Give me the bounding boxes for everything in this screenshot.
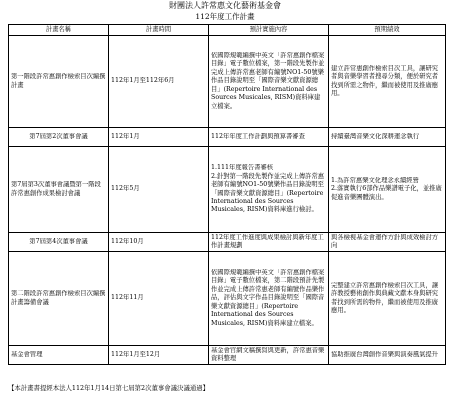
table-row: [9, 36, 446, 128]
plan-time-cell: [109, 128, 209, 147]
plan-content-cell: [209, 147, 329, 233]
plan-time-cell: [109, 147, 209, 233]
plan-name: 基金會管理: [11, 350, 43, 358]
plan-time: 112年1月: [111, 132, 140, 140]
plan-name-cell: [9, 128, 109, 147]
plan-content: 1.111年度報告書審核 2.針對第一階段先製作並完成上傳許常惠老師有編號NO1-50號樂作品目錄說明至「國際音樂文獻資源總目」(Repertoire International des Sources Musicales, RISM)資料庫進行檢討。: [211, 164, 325, 214]
plan-outcome: 完整建立許常惠創作檢索目次工具，讓許教授藝術創作與典藏文獻本身與研究者找到所需的物件，繼而被使用及推廣應用。: [331, 281, 439, 314]
header-plan-time: 計畫時間: [109, 25, 209, 36]
plan-outcome-cell: [329, 36, 446, 128]
table-row: [9, 346, 446, 365]
plan-content: 112年年度工作計劃與預算書審查: [211, 132, 305, 140]
plan-name-cell: [9, 252, 109, 346]
plan-time-cell: [109, 252, 209, 346]
plan-subtitle: 112年度工作計畫: [195, 12, 255, 21]
plan-name: 第7屆第4次董事會議: [29, 237, 88, 245]
plan-name-cell: [9, 36, 109, 128]
plan-outcome-cell: [329, 346, 446, 365]
plan-name: 第7屆第3次董事會議暨第一階段許常惠創作成果檢討會議: [11, 181, 101, 197]
plan-outcome: 建立許常惠創作檢索目次工具，讓研究者與音樂學習者搜尋分類，便於研究者找到所需之物件，繼而被使用及推廣應用。: [331, 64, 439, 97]
plan-time-cell: [109, 36, 209, 128]
plan-content: 依國際規範編撰中英文「許常惠創作檔案目錄」電子數位檔案，第二階段預計先製作並完成上傳許常惠老師有編號作品樂作品，評估與文字作品目錄說明至「國際音樂文獻資源總目」(Repertoire International des Sources Musicales, RISM)資料庫建立檔案。: [211, 269, 325, 327]
table-header-row: [9, 25, 446, 36]
plan-time: 112年1月至12月: [111, 350, 161, 358]
plan-name: 第7屆第2次董事會議: [29, 132, 88, 140]
approval-footnote: 【本計畫書提經本法人112年1月14日第七屆第2次董事會議決議通過】: [8, 384, 210, 392]
header-plan-name: 計畫名稱: [9, 25, 109, 36]
plan-time: 112年5月: [111, 185, 140, 193]
plan-content-cell: [209, 346, 329, 365]
header-expected-outcome: 預期績效: [329, 25, 446, 36]
plan-content: 依國際規範編撰中英文「許常惠創作檔案目錄」電子數位檔案，第一階段先製作並完成上傳許常惠老師有編號NO1-50號樂作品目錄說明至「國際音樂文獻資源總目」(Repertoire International des Sources Musicales, RISM)資料庫建立檔案。: [211, 52, 325, 110]
plan-content: 基金會官網文稿撰寫與更新，許常惠音樂資料整理: [211, 346, 325, 362]
work-plan-table: [8, 24, 446, 365]
plan-time-cell: [109, 233, 209, 252]
plan-content-cell: [209, 233, 329, 252]
plan-time: 112年1月至112年6月: [111, 77, 175, 85]
plan-name-cell: [9, 233, 109, 252]
plan-content-cell: [209, 36, 329, 128]
plan-time: 112年11月: [111, 294, 144, 302]
plan-name-cell: [9, 346, 109, 365]
plan-name: 第二階段許常惠創作檢索目次編撰計畫籌備會議: [11, 290, 106, 306]
plan-outcome-cell: [329, 233, 446, 252]
plan-outcome: 協助推廣台灣創作音樂與演奏風氣提升: [331, 350, 439, 358]
plan-outcome: 持續臺灣音樂文化深耕運念執行: [331, 132, 420, 140]
header-planned-content: 預計實施內容: [209, 25, 329, 36]
plan-content-cell: [209, 252, 329, 346]
foundation-title: 財團法人許常惠文化藝術基金會: [169, 1, 281, 10]
plan-content-cell: [209, 128, 329, 147]
plan-time-cell: [109, 346, 209, 365]
table-row: [9, 233, 446, 252]
plan-outcome: 1.為許常惠樂文化理念永續經營 2.落實執行6部作品樂譜電子化，並推廣促進音樂團體演出。: [331, 176, 442, 201]
table-row: [9, 147, 446, 233]
plan-outcome-cell: [329, 128, 446, 147]
plan-outcome-cell: [329, 147, 446, 233]
plan-name-cell: [9, 147, 109, 233]
plan-outcome: 與各檢視基金會運作方針與成效檢討方向: [331, 233, 439, 249]
plan-outcome-cell: [329, 252, 446, 346]
plan-name: 第一階段許常惠創作檢索目次編撰計畫: [11, 73, 106, 89]
table-row: [9, 128, 446, 147]
plan-content: 112年度工作進度與成果檢討與新年度工作計畫規劃: [211, 233, 324, 249]
plan-time: 112年10月: [111, 237, 144, 245]
table-row: [9, 252, 446, 346]
